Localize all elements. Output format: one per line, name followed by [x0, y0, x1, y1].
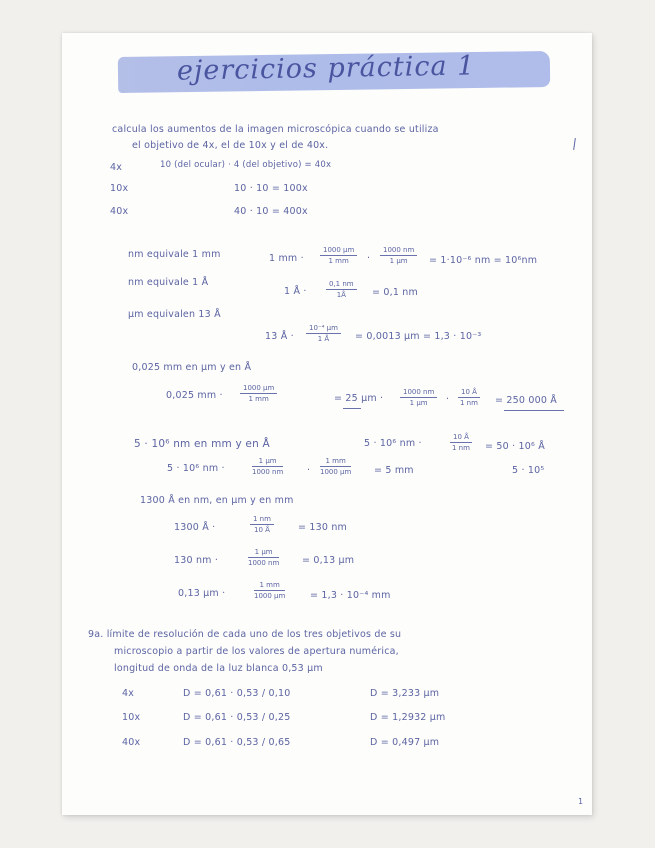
mm-um-A-lhs: 0,025 mm · [166, 390, 223, 401]
ex9a-row-result: D = 3,233 µm [370, 688, 440, 699]
nm-A-fraction [326, 280, 357, 299]
um-mm-fraction [254, 581, 285, 600]
margin-mark [573, 138, 576, 150]
nm-mm-dot: · [367, 253, 371, 264]
ex1-statement-line-2: el objetivo de 4x, el de 10x y el de 40x. [132, 140, 329, 151]
fraction-denominator: 1000 nm [248, 559, 280, 567]
um-A-statement: µm equivalen 13 Å [128, 309, 221, 320]
fraction-numerator: 10 Å [450, 433, 472, 443]
nm-um-row-lhs: 130 nm · [174, 555, 219, 566]
fraction-numerator: 1 mm [254, 581, 285, 591]
ex1-row-label: 10x [110, 183, 129, 194]
ex9a-row-formula: D = 0,61 · 0,53 / 0,25 [183, 712, 291, 723]
fraction-numerator: 0,1 nm [326, 280, 357, 290]
ex1-row-label: 4x [110, 162, 123, 173]
fraction-numerator: 1000 nm [400, 388, 437, 398]
fraction-denominator: 1000 µm [254, 592, 286, 600]
fraction-denominator: 1000 nm [252, 468, 284, 476]
um-A-lhs: 13 Å · [265, 331, 294, 342]
nm-A-lhs: 1 Å · [284, 286, 307, 297]
A-nm-fraction [250, 515, 274, 534]
fraction-numerator: 1000 nm [380, 246, 417, 256]
nm-mm-A-fraction-2 [320, 457, 351, 476]
fraction-numerator: 1000 µm [240, 384, 277, 394]
ex1-statement-line-1: calcula los aumentos de la imagen microscópica cuando se utiliza [112, 124, 439, 135]
nm-mm-fraction-1 [320, 246, 357, 265]
nm-mm-fraction-2 [380, 246, 417, 265]
nm-mm-statement: nm equivale 1 mm [128, 249, 221, 260]
fraction-denominator: 1 mm [248, 395, 269, 403]
nm-A-statement: nm equivale 1 Å [128, 277, 209, 288]
ex1-row-calc: 10 (del ocular) · 4 (del objetivo) = 40x [160, 160, 332, 170]
ex9a-statement-line-3: longitud de onda de la luz blanca 0,53 µm [114, 663, 323, 674]
nm-mm-A-fraction-1 [252, 457, 283, 476]
um-A-result: = 0,0013 µm = 1,3 · 10⁻³ [355, 331, 482, 342]
fraction-numerator: 1 µm [252, 457, 283, 467]
A-nm-um-mm-statement: 1300 Å en nm, en µm y en mm [140, 495, 294, 506]
fraction-numerator: 1 nm [250, 515, 274, 525]
nm-um-row-result: = 0,13 µm [302, 555, 355, 566]
nm-mm-A-side-fraction [450, 433, 472, 452]
nm-mm-A-dot: · [307, 465, 311, 476]
nm-mm-lhs: 1 mm · [269, 253, 304, 264]
nm-A-result: = 0,1 nm [372, 287, 418, 298]
mm-um-A-fraction-1 [240, 384, 277, 403]
A-nm-row-result: = 130 nm [298, 522, 348, 533]
notebook-page [62, 33, 592, 815]
fraction-denominator: 1 mm [328, 257, 349, 265]
ex9a-row-result: D = 0,497 µm [370, 737, 440, 748]
ex9a-row-formula: D = 0,61 · 0,53 / 0,10 [183, 688, 291, 699]
mm-um-A-result: = 250 000 Å [495, 395, 557, 406]
ex9a-row-label: 40x [122, 737, 141, 748]
nm-mm-A-result: = 5 mm [374, 465, 414, 476]
ex1-row-calc: 40 · 10 = 400x [234, 206, 308, 217]
ex9a-statement-line-2: microscopio a partir de los valores de apertura numérica, [114, 646, 399, 657]
underline [343, 408, 361, 409]
fraction-numerator: 1000 µm [320, 246, 357, 256]
A-nm-row-lhs: 1300 Å · [174, 522, 216, 533]
um-mm-row-lhs: 0,13 µm · [178, 588, 226, 599]
fraction-denominator: 1 µm [409, 399, 428, 407]
fraction-numerator: 1 µm [248, 548, 279, 558]
page-title: ejercicios práctica 1 [176, 50, 476, 87]
mm-um-A-fraction-2 [400, 388, 437, 407]
nm-um-fraction [248, 548, 279, 567]
mm-um-A-statement: 0,025 mm en µm y en Å [132, 362, 252, 373]
nm-mm-A-side-result: = 50 · 10⁶ Å [485, 441, 545, 452]
fraction-numerator: 1 mm [320, 457, 351, 467]
fraction-denominator: 1 nm [459, 399, 478, 407]
nm-mm-A-side-lhs: 5 · 10⁶ nm · [364, 438, 422, 449]
ex9a-row-label: 4x [122, 688, 135, 699]
ex9a-statement-line-1: 9a. límite de resolución de cada uno de los tres objetivos de su [88, 629, 402, 640]
mm-um-A-fraction-3 [458, 388, 480, 407]
fraction-denominator: 1Å [336, 291, 346, 299]
nm-mm-A-side-result-2: 5 · 10⁵ [512, 465, 545, 476]
um-A-fraction [306, 324, 341, 343]
ex9a-row-label: 10x [122, 712, 141, 723]
nm-mm-A-lhs: 5 · 10⁶ nm · [167, 463, 225, 474]
ex1-row-calc: 10 · 10 = 100x [234, 183, 308, 194]
fraction-denominator: 1 nm [451, 444, 470, 452]
ex9a-row-formula: D = 0,61 · 0,53 / 0,65 [183, 737, 291, 748]
underline [504, 410, 564, 411]
um-mm-row-result: = 1,3 · 10⁻⁴ mm [310, 590, 391, 601]
fraction-denominator: 1 µm [389, 257, 408, 265]
mm-um-A-dot: · [446, 394, 450, 405]
fraction-numerator: 10 Å [458, 388, 480, 398]
fraction-numerator: 10⁻⁴ µm [306, 324, 341, 334]
fraction-denominator: 1000 µm [320, 468, 352, 476]
ex1-row-label: 40x [110, 206, 129, 217]
nm-mm-A-statement: 5 · 10⁶ nm en mm y en Å [134, 438, 270, 450]
fraction-denominator: 10 Å [254, 526, 270, 534]
fraction-denominator: 1 Å [317, 335, 330, 343]
mm-um-A-mid: = 25 µm · [334, 393, 384, 404]
nm-mm-result: = 1·10⁻⁶ nm = 10⁶nm [429, 255, 538, 266]
page-number: 1 [578, 797, 584, 806]
ex9a-row-result: D = 1,2932 µm [370, 712, 446, 723]
